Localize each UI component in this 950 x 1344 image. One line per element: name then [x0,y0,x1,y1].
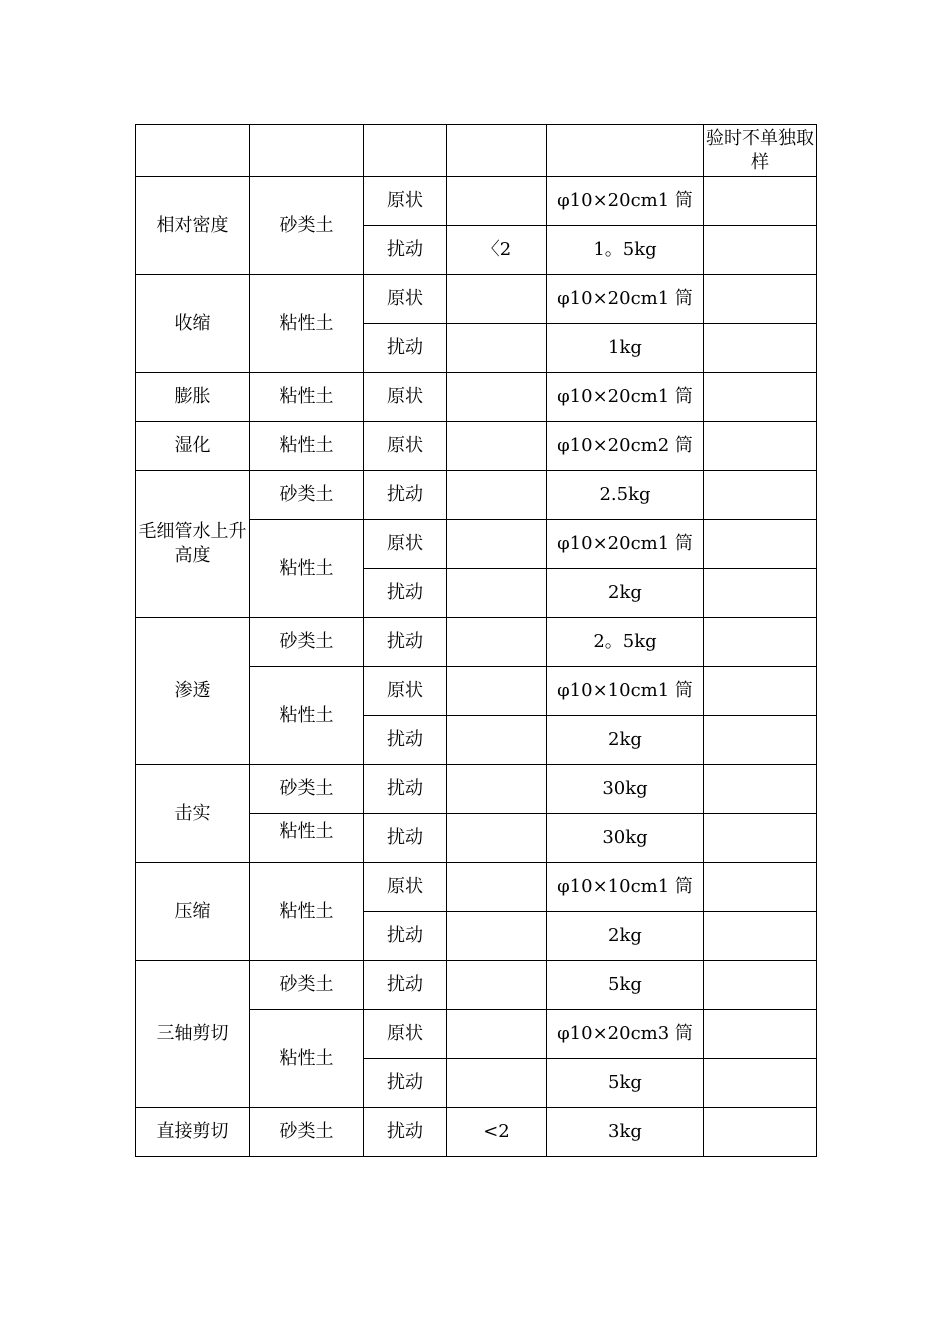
sample-qty: φ10×20cm3 筒 [547,1010,704,1059]
soil-type: 砂类土 [250,765,364,814]
particle-size [447,275,547,324]
sample-state: 扰动 [364,716,447,765]
sample-state: 扰动 [364,471,447,520]
sample-qty: 30kg [547,765,704,814]
particle-size [447,716,547,765]
sample-state: 扰动 [364,912,447,961]
table-row [136,765,817,814]
sample-state: 原状 [364,373,447,422]
sample-qty: 2kg [547,716,704,765]
remark [704,863,817,912]
soil-type: 砂类土 [250,618,364,667]
remark [704,961,817,1010]
sample-qty: φ10×20cm1 筒 [547,520,704,569]
table-row [136,1108,817,1157]
sample-state: 原状 [364,275,447,324]
particle-size [447,618,547,667]
particle-size [447,863,547,912]
test-name: 渗透 [136,618,250,765]
remark [704,618,817,667]
table-row [136,471,817,520]
cell-empty [136,125,250,177]
soil-type: 砂类土 [250,471,364,520]
soil-type: 粘性土 [250,863,364,961]
sample-state: 原状 [364,422,447,471]
sample-qty: φ10×20cm1 筒 [547,275,704,324]
sample-qty: 5kg [547,1059,704,1108]
sample-state: 扰动 [364,618,447,667]
cell-empty [364,125,447,177]
remark [704,520,817,569]
sample-qty: 1kg [547,324,704,373]
cell-empty [547,125,704,177]
soil-type: 砂类土 [250,961,364,1010]
remark [704,667,817,716]
sample-state: 原状 [364,863,447,912]
particle-size [447,177,547,226]
note-cell: 验时不单独取样 [704,125,817,177]
sample-qty: 2kg [547,912,704,961]
sample-qty: 5kg [547,961,704,1010]
soil-type: 粘性土 [250,667,364,765]
sample-qty: 1。5kg [547,226,704,275]
soil-type: 粘性土 [250,814,364,863]
particle-size [447,667,547,716]
remark [704,1108,817,1157]
sample-state: 原状 [364,1010,447,1059]
sample-state: 扰动 [364,814,447,863]
particle-size [447,961,547,1010]
particle-size [447,814,547,863]
remark [704,324,817,373]
remark [704,471,817,520]
test-name: 压缩 [136,863,250,961]
sample-qty: φ10×20cm2 筒 [547,422,704,471]
sample-state: 原状 [364,177,447,226]
sample-qty: φ10×20cm1 筒 [547,373,704,422]
sample-state: 扰动 [364,226,447,275]
soil-type: 粘性土 [250,373,364,422]
remark [704,765,817,814]
soil-type: 粘性土 [250,520,364,618]
test-name: 湿化 [136,422,250,471]
sample-state: 扰动 [364,324,447,373]
remark [704,226,817,275]
table-row [136,125,817,177]
test-name: 收缩 [136,275,250,373]
particle-size: 〈2 [447,226,547,275]
table-row [136,177,817,226]
sample-qty: φ10×10cm1 筒 [547,863,704,912]
particle-size [447,765,547,814]
particle-size [447,373,547,422]
particle-size [447,569,547,618]
remark [704,912,817,961]
cell-empty [447,125,547,177]
remark [704,1059,817,1108]
table-row [136,373,817,422]
sample-state: 扰动 [364,765,447,814]
table-row [136,863,817,912]
test-name: 击实 [136,765,250,863]
sampling-table [135,124,817,1157]
sample-state: 原状 [364,667,447,716]
sample-qty: 2.5kg [547,471,704,520]
particle-size [447,520,547,569]
sample-state: 原状 [364,520,447,569]
test-name: 相对密度 [136,177,250,275]
table-row [136,422,817,471]
particle-size [447,324,547,373]
sample-qty: 2。5kg [547,618,704,667]
particle-size [447,422,547,471]
test-name: 三轴剪切 [136,961,250,1108]
cell-empty [250,125,364,177]
remark [704,814,817,863]
particle-size [447,1010,547,1059]
sample-state: 扰动 [364,961,447,1010]
soil-type: 砂类土 [250,1108,364,1157]
soil-type: 粘性土 [250,275,364,373]
sample-qty: 30kg [547,814,704,863]
remark [704,716,817,765]
particle-size [447,471,547,520]
soil-type: 粘性土 [250,422,364,471]
remark [704,177,817,226]
sample-qty: 2kg [547,569,704,618]
sample-state: 扰动 [364,1059,447,1108]
test-name: 膨胀 [136,373,250,422]
particle-size [447,1059,547,1108]
table-row [136,618,817,667]
remark [704,1010,817,1059]
remark [704,422,817,471]
remark [704,373,817,422]
table-row [136,961,817,1010]
particle-size [447,912,547,961]
test-name: 直接剪切 [136,1108,250,1157]
test-name: 毛细管水上升高度 [136,471,250,618]
soil-type: 砂类土 [250,177,364,275]
remark [704,275,817,324]
remark [704,569,817,618]
sample-qty: φ10×20cm1 筒 [547,177,704,226]
sample-state: 扰动 [364,1108,447,1157]
table-row [136,275,817,324]
sample-qty: φ10×10cm1 筒 [547,667,704,716]
sample-state: 扰动 [364,569,447,618]
sample-qty: 3kg [547,1108,704,1157]
particle-size: <2 [447,1108,547,1157]
soil-type: 粘性土 [250,1010,364,1108]
